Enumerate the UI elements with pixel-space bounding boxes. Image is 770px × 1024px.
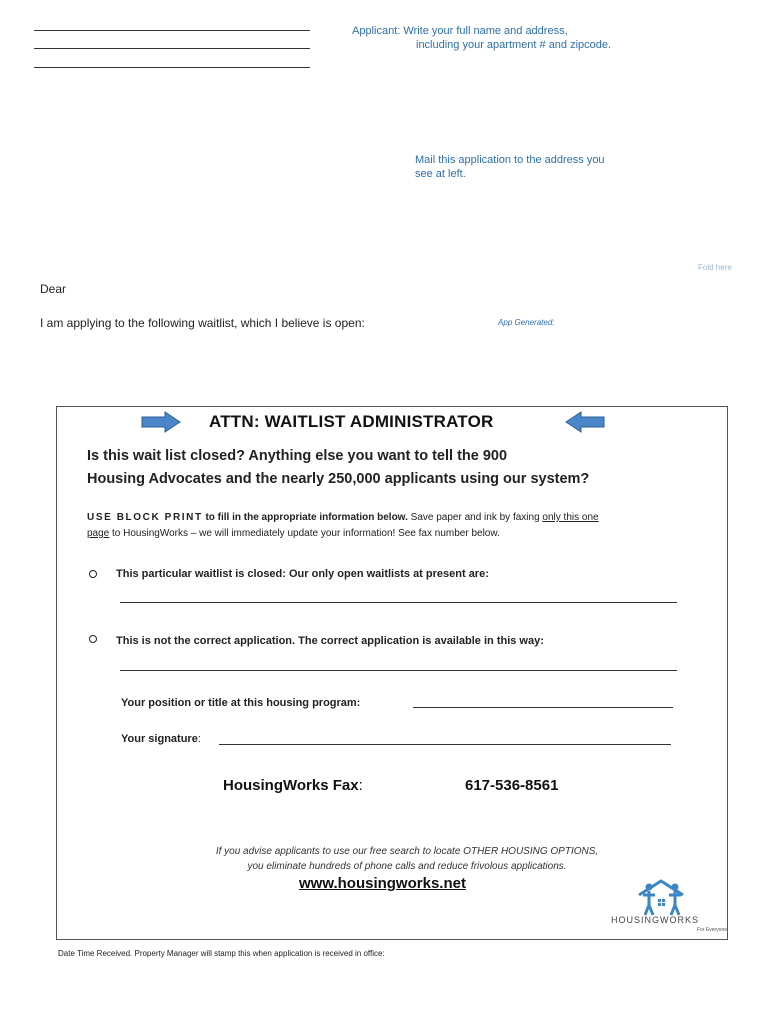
salutation: Dear	[40, 282, 67, 296]
applicant-instruction-line1: Applicant: Write your full name and address,	[352, 25, 568, 37]
only-this-one: only this one	[542, 512, 599, 523]
question-line1: Is this wait list closed? Anything else you want to tell the 900	[87, 448, 508, 464]
app-generated-label: App Generated:	[498, 318, 555, 327]
address-line-2[interactable]	[34, 48, 310, 49]
advise-line2: you eliminate hundreds of phone calls and reduce frivolous applications.	[247, 861, 567, 872]
applicant-instruction	[352, 24, 611, 52]
page-word: page	[87, 528, 110, 539]
fax-number: 617-536-8561	[465, 777, 559, 794]
signature-colon: :	[197, 733, 201, 745]
logo-name: HOUSINGWORKS	[611, 915, 700, 925]
fill-info: to fill in the appropriate information below.	[205, 512, 408, 523]
to-housingworks: to HousingWorks – we will immediately update your information! See fax number below.	[112, 528, 500, 539]
mail-instruction	[415, 153, 605, 181]
fold-here-label: Fold here	[698, 263, 732, 272]
housingworks-logo-icon	[609, 875, 727, 917]
question	[87, 445, 589, 491]
advise-note	[157, 844, 657, 874]
applying-text: I am applying to the following waitlist, which I believe is open:	[40, 316, 365, 330]
left-arrow-icon	[565, 411, 605, 433]
fax-label-wrap	[223, 777, 363, 794]
save-paper: Save paper and ink by faxing	[410, 512, 540, 523]
option-closed: This particular waitlist is closed: Our only open waitlists at present are:	[116, 568, 489, 580]
block-print-instructions	[87, 510, 707, 542]
right-arrow-icon	[141, 411, 181, 433]
signature-label-wrap	[121, 733, 201, 745]
fax-label: HousingWorks Fax	[223, 777, 359, 794]
address-line-3[interactable]	[34, 67, 310, 68]
advise-line1: If you advise applicants to use our free search to locate OTHER HOUSING OPTIONS,	[215, 846, 599, 857]
option-incorrect: This is not the correct application. The correct application is available in this way:	[116, 635, 544, 647]
mail-instruction-line1: Mail this application to the address you	[415, 154, 605, 166]
mail-instruction-line2: see at left.	[415, 168, 466, 180]
website-link[interactable]: www.housingworks.net	[299, 875, 466, 892]
correct-application-line[interactable]	[120, 670, 677, 671]
question-line2: Housing Advocates and the nearly 250,000 applicants using our system?	[87, 471, 590, 487]
signature-label: Your signature	[121, 733, 198, 745]
position-line[interactable]	[413, 707, 673, 708]
incorrect-radio[interactable]	[89, 635, 97, 643]
applicant-instruction-line2: including your apartment # and zipcode.	[416, 39, 612, 51]
attn-box	[56, 406, 728, 940]
fax-colon: :	[358, 777, 363, 794]
date-received-note: Date Time Received. Property Manager will stamp this when application is received in office:	[58, 949, 385, 958]
address-line-1[interactable]	[34, 30, 310, 31]
attn-title: ATTN: WAITLIST ADMINISTRATOR	[209, 412, 494, 431]
signature-line[interactable]	[219, 744, 671, 745]
use-block-print: USE BLOCK PRINT	[87, 512, 203, 523]
open-waitlists-line[interactable]	[120, 602, 677, 603]
logo-tagline: For Everyone	[697, 927, 728, 933]
housingworks-logo	[609, 875, 727, 935]
position-label: Your position or title at this housing program:	[121, 697, 361, 709]
closed-radio[interactable]	[89, 570, 97, 578]
